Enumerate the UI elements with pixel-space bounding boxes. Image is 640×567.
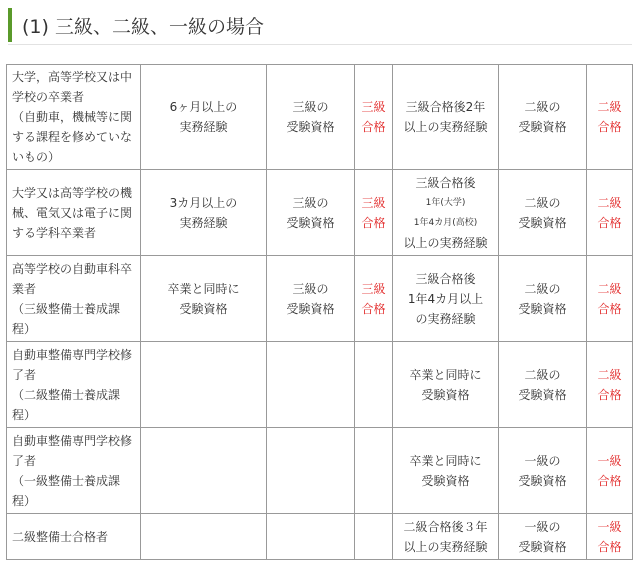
cell-line: 一級 <box>597 453 622 468</box>
third-grade-eligibility-cell <box>267 342 355 428</box>
third-grade-eligibility-cell <box>267 256 355 342</box>
cell-line: 自動車整備専門学校修 <box>12 433 133 448</box>
condition-cell <box>7 170 141 256</box>
table-row <box>7 514 633 560</box>
next-grade-eligibility-cell <box>499 256 587 342</box>
cell-line: 合格 <box>597 387 622 402</box>
next-grade-experience-cell <box>393 170 499 256</box>
cell-line: 三級合格後 <box>415 175 476 190</box>
cell-line: 二級 <box>597 100 622 114</box>
cell-line: 以上の実務経験 <box>403 120 488 134</box>
cell-line: （一級整備士養成課 <box>12 473 121 488</box>
cell-line: 受験資格 <box>518 387 567 402</box>
third-grade-experience-cell <box>141 514 267 560</box>
next-grade-experience-cell <box>393 65 499 170</box>
cell-line: 一級の <box>524 453 561 468</box>
cell-line: 6ヶ月以上の <box>169 100 238 114</box>
cell-line: 実務経験 <box>179 215 228 230</box>
cell-line: 合格 <box>597 215 622 230</box>
third-grade-eligibility-cell <box>267 65 355 170</box>
condition-cell <box>7 65 141 170</box>
cell-line: 合格 <box>361 120 386 134</box>
cell-line: 三級 <box>361 195 386 210</box>
next-grade-experience-cell <box>393 342 499 428</box>
third-grade-experience-cell <box>141 256 267 342</box>
cell-line: 械、電気又は電子に関 <box>12 205 133 220</box>
third-grade-pass-cell <box>355 342 393 428</box>
cell-line: 合格 <box>597 473 622 488</box>
cell-line: 三級 <box>361 281 386 296</box>
cell-line: いもの） <box>12 150 61 164</box>
cell-line: 1年4カ月以上 <box>407 291 484 306</box>
cell-line: 程） <box>12 321 37 336</box>
cell-line: 合格 <box>361 215 386 230</box>
cell-line: 一級 <box>597 519 622 534</box>
heading-divider <box>8 44 632 45</box>
cell-line: 二級 <box>597 281 622 296</box>
third-grade-pass-cell <box>355 256 393 342</box>
cell-line: （自動車，機械等に関 <box>12 110 133 124</box>
third-grade-eligibility-cell <box>267 170 355 256</box>
condition-cell <box>7 342 141 428</box>
cell-line: （二級整備士養成課 <box>12 387 121 402</box>
third-grade-experience-cell <box>141 65 267 170</box>
cell-line: 二級 <box>597 367 622 382</box>
next-grade-experience-cell <box>393 514 499 560</box>
cell-line: （三級整備士養成課 <box>12 301 121 316</box>
next-grade-experience-cell <box>393 428 499 514</box>
cell-line: 二級の <box>524 195 561 210</box>
cell-line: 大学，高等学校又は中 <box>12 70 133 84</box>
next-grade-experience-cell <box>393 256 499 342</box>
cell-line: 受験資格 <box>421 387 470 402</box>
next-grade-eligibility-cell <box>499 342 587 428</box>
cell-line: 二級の <box>524 100 561 114</box>
cell-line: 1年4カ月(高校) <box>413 217 478 228</box>
cell-line: 大学又は高等学校の機 <box>12 185 133 200</box>
condition-cell <box>7 428 141 514</box>
condition-cell <box>7 514 141 560</box>
cell-line: 高等学校の自動車科卒 <box>12 261 133 276</box>
next-grade-eligibility-cell <box>499 65 587 170</box>
cell-line: 1年(大学) <box>425 197 466 208</box>
cell-line: 三級 <box>361 100 386 114</box>
cell-line: 三級の <box>292 100 329 114</box>
cell-line: 受験資格 <box>179 301 228 316</box>
next-grade-eligibility-cell <box>499 514 587 560</box>
cell-line: 受験資格 <box>518 473 567 488</box>
table-row <box>7 256 633 342</box>
cell-line: 三級の <box>292 281 329 296</box>
cell-line: 卒業と同時に <box>409 453 482 468</box>
table-row <box>7 428 633 514</box>
cell-line: 卒業と同時に <box>409 367 482 382</box>
cell-line: 受験資格 <box>421 473 470 488</box>
cell-line: 合格 <box>597 539 622 554</box>
cell-line: 卒業と同時に <box>167 281 240 296</box>
cell-line: 三級合格後2年 <box>405 100 486 114</box>
cell-line: 一級の <box>524 519 561 534</box>
next-grade-eligibility-cell <box>499 428 587 514</box>
cell-line: 以上の実務経験 <box>403 539 488 554</box>
cell-line: 程） <box>12 407 37 422</box>
third-grade-pass-cell <box>355 170 393 256</box>
cell-line: 合格 <box>361 301 386 316</box>
cell-line: の実務経験 <box>415 311 476 326</box>
cell-line: 自動車整備専門学校修 <box>12 347 133 362</box>
third-grade-pass-cell <box>355 428 393 514</box>
cell-line: 二級の <box>524 281 561 296</box>
cell-line: 三級の <box>292 195 329 210</box>
cell-line: 学校の卒業者 <box>12 90 85 104</box>
cell-line: 受験資格 <box>286 215 335 230</box>
third-grade-pass-cell <box>355 65 393 170</box>
next-grade-eligibility-cell <box>499 170 587 256</box>
third-grade-experience-cell <box>141 342 267 428</box>
next-grade-pass-cell <box>587 514 633 560</box>
cell-line: する課程を修めていな <box>12 130 133 144</box>
cell-line: 受験資格 <box>518 539 567 554</box>
next-grade-pass-cell <box>587 256 633 342</box>
next-grade-pass-cell <box>587 65 633 170</box>
cell-line: 受験資格 <box>286 301 335 316</box>
cell-line: 合格 <box>597 120 622 134</box>
cell-line: する学科卒業者 <box>12 225 97 240</box>
third-grade-eligibility-cell <box>267 514 355 560</box>
cell-line: 受験資格 <box>518 215 567 230</box>
cell-line: 二級整備士合格者 <box>12 529 109 544</box>
qualification-table <box>6 64 633 560</box>
cell-line: 受験資格 <box>286 120 335 134</box>
next-grade-pass-cell <box>587 342 633 428</box>
table-row <box>7 170 633 256</box>
third-grade-eligibility-cell <box>267 428 355 514</box>
cell-line: 程） <box>12 493 37 508</box>
condition-cell <box>7 256 141 342</box>
cell-line: 了者 <box>12 367 37 382</box>
third-grade-experience-cell <box>141 170 267 256</box>
cell-line: 3カ月以上の <box>169 195 238 210</box>
cell-line: 二級 <box>597 195 622 210</box>
cell-line: 二級合格後３年 <box>403 519 488 534</box>
cell-line: 受験資格 <box>518 301 567 316</box>
cell-line: 以上の実務経験 <box>403 235 488 250</box>
cell-line: 合格 <box>597 301 622 316</box>
section-heading-text: (1) 三級、二級、一級の場合 <box>22 15 264 38</box>
next-grade-pass-cell <box>587 428 633 514</box>
third-grade-experience-cell <box>141 428 267 514</box>
cell-line: 実務経験 <box>179 120 228 134</box>
third-grade-pass-cell <box>355 514 393 560</box>
table-row <box>7 65 633 170</box>
cell-line: 二級の <box>524 367 561 382</box>
cell-line: 受験資格 <box>518 120 567 134</box>
table-row <box>7 342 633 428</box>
next-grade-pass-cell <box>587 170 633 256</box>
cell-line: 業者 <box>12 281 37 296</box>
section-heading <box>8 8 630 42</box>
cell-line: 了者 <box>12 453 37 468</box>
cell-line: 三級合格後 <box>415 271 476 286</box>
